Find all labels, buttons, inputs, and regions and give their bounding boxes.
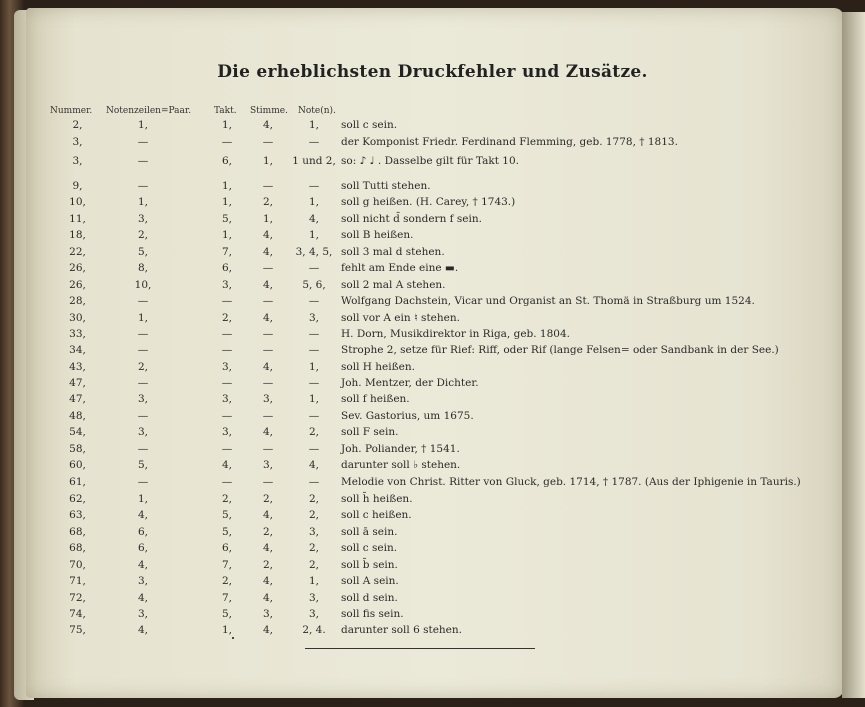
row-stimme: —	[262, 180, 274, 192]
row-notenzeilen: 1,	[137, 312, 149, 324]
row-nummer: 11,	[69, 213, 86, 225]
row-notenzeilen: —	[137, 295, 149, 307]
table-row	[0, 443, 865, 459]
row-takt: 5,	[221, 213, 233, 225]
row-takt: 1,	[221, 119, 233, 131]
row-note: 3,	[308, 608, 320, 620]
row-text: Strophe 2, setze für Rief: Riff, oder Rif (lange Felsen= oder Sandbank in der See.)	[341, 344, 779, 356]
row-takt: 4,	[221, 459, 233, 471]
row-notenzeilen: 4,	[137, 509, 149, 521]
row-takt: 3,	[221, 361, 233, 373]
row-note: —	[308, 443, 320, 455]
row-takt: —	[221, 476, 233, 488]
row-stimme: 3,	[262, 608, 274, 620]
row-takt: 7,	[221, 592, 233, 604]
row-stimme: 4,	[262, 575, 274, 587]
table-row	[0, 312, 865, 328]
row-text: so: ♪ ♩ . Dasselbe gilt für Takt 10.	[341, 155, 519, 167]
row-nummer: 22,	[69, 246, 86, 258]
header-takt: Takt.	[214, 106, 237, 116]
table-row	[0, 180, 865, 196]
row-nummer: 43,	[69, 361, 86, 373]
row-stimme: 1,	[262, 155, 274, 167]
row-stimme: 4,	[262, 509, 274, 521]
row-takt: 7,	[221, 246, 233, 258]
row-nummer: 68,	[69, 526, 86, 538]
table-row	[0, 295, 865, 311]
row-stimme: 4,	[262, 426, 274, 438]
row-text: soll F sein.	[341, 426, 399, 438]
row-stimme: 4,	[262, 592, 274, 604]
row-note: —	[308, 377, 320, 389]
row-notenzeilen: 3,	[137, 213, 149, 225]
row-note: —	[308, 136, 320, 148]
row-takt: 6,	[221, 542, 233, 554]
row-note: 1,	[308, 196, 320, 208]
row-takt: 2,	[221, 493, 233, 505]
row-notenzeilen: 3,	[137, 608, 149, 620]
row-stimme: 2,	[262, 196, 274, 208]
header-nummer: Nummer.	[50, 106, 93, 116]
closing-rule	[305, 648, 535, 649]
row-note: —	[308, 180, 320, 192]
row-notenzeilen: 4,	[137, 592, 149, 604]
row-nummer: 71,	[69, 575, 86, 587]
row-stimme: —	[262, 328, 274, 340]
row-stimme: —	[262, 344, 274, 356]
row-nummer: 2,	[72, 119, 83, 131]
row-note: 2, 4.	[302, 624, 326, 636]
table-row	[0, 213, 865, 229]
row-takt: 5,	[221, 608, 233, 620]
row-note: 1,	[308, 393, 320, 405]
row-text: soll A sein.	[341, 575, 399, 587]
row-nummer: 26,	[69, 279, 86, 291]
row-note: 5, 6,	[302, 279, 326, 291]
row-stimme: —	[262, 476, 274, 488]
row-nummer: 63,	[69, 509, 86, 521]
row-stimme: —	[262, 443, 274, 455]
row-notenzeilen: 6,	[137, 542, 149, 554]
row-note: 2,	[308, 426, 320, 438]
page-title: Die erheblichsten Druckfehler und Zusätze.	[217, 62, 648, 82]
row-notenzeilen: 2,	[137, 229, 149, 241]
row-stimme: 4,	[262, 279, 274, 291]
row-text: soll b̄ sein.	[341, 559, 398, 571]
row-note: 1,	[308, 119, 320, 131]
row-stimme: —	[262, 262, 274, 274]
row-text: soll g heißen. (H. Carey, † 1743.)	[341, 196, 516, 208]
row-text: der Komponist Friedr. Ferdinand Flemming, geb. 1778, † 1813.	[341, 136, 678, 148]
row-notenzeilen: —	[137, 155, 149, 167]
row-stimme: 4,	[262, 361, 274, 373]
row-nummer: 26,	[69, 262, 86, 274]
row-notenzeilen: 10,	[134, 279, 152, 291]
row-notenzeilen: 3,	[137, 575, 149, 587]
row-notenzeilen: 8,	[137, 262, 149, 274]
row-nummer: 72,	[69, 592, 86, 604]
row-stimme: 4,	[262, 624, 274, 636]
row-nummer: 70,	[69, 559, 86, 571]
table-row	[0, 575, 865, 591]
row-takt: —	[221, 443, 233, 455]
row-nummer: 3,	[72, 136, 83, 148]
row-text: darunter soll 6 stehen.	[341, 624, 462, 636]
row-text: Melodie von Christ. Ritter von Gluck, geb. 1714, † 1787. (Aus der Iphigenie in Tauris.)	[341, 476, 801, 488]
row-note: 3, 4, 5,	[295, 246, 333, 258]
row-note: 1,	[308, 575, 320, 587]
row-nummer: 60,	[69, 459, 86, 471]
row-takt: 1,	[221, 196, 233, 208]
table-row	[0, 196, 865, 212]
row-nummer: 10,	[69, 196, 86, 208]
row-text: Joh. Poliander, † 1541.	[341, 443, 460, 455]
ink-dot	[232, 637, 234, 639]
row-takt: —	[221, 410, 233, 422]
row-note: —	[308, 476, 320, 488]
row-takt: —	[221, 136, 233, 148]
row-text: soll 3 mal d stehen.	[341, 246, 445, 258]
row-nummer: 9,	[72, 180, 83, 192]
row-text: H. Dorn, Musikdirektor in Riga, geb. 1804.	[341, 328, 570, 340]
row-takt: —	[221, 295, 233, 307]
row-notenzeilen: —	[137, 328, 149, 340]
row-nummer: 68,	[69, 542, 86, 554]
row-stimme: 4,	[262, 229, 274, 241]
table-row	[0, 592, 865, 608]
row-text: soll H heißen.	[341, 361, 415, 373]
table-row	[0, 459, 865, 475]
row-note: 1,	[308, 229, 320, 241]
row-nummer: 54,	[69, 426, 86, 438]
row-nummer: 74,	[69, 608, 86, 620]
row-notenzeilen: —	[137, 344, 149, 356]
row-notenzeilen: 3,	[137, 393, 149, 405]
row-stimme: 4,	[262, 312, 274, 324]
row-stimme: 1,	[262, 213, 274, 225]
row-stimme: 2,	[262, 493, 274, 505]
row-nummer: 18,	[69, 229, 86, 241]
table-row	[0, 262, 865, 278]
row-takt: 2,	[221, 575, 233, 587]
row-text: soll fis sein.	[341, 608, 404, 620]
row-nummer: 62,	[69, 493, 86, 505]
row-notenzeilen: —	[137, 476, 149, 488]
row-takt: —	[221, 377, 233, 389]
row-stimme: 4,	[262, 119, 274, 131]
table-row	[0, 426, 865, 442]
row-note: —	[308, 344, 320, 356]
row-note: —	[308, 410, 320, 422]
row-takt: 3,	[221, 426, 233, 438]
table-row	[0, 410, 865, 426]
row-text: soll c sein.	[341, 119, 398, 131]
row-note: 2,	[308, 559, 320, 571]
row-notenzeilen: 5,	[137, 246, 149, 258]
row-nummer: 61,	[69, 476, 86, 488]
row-notenzeilen: —	[137, 180, 149, 192]
row-note: 1 und 2,	[292, 155, 336, 167]
table-row	[0, 229, 865, 245]
row-nummer: 34,	[69, 344, 86, 356]
row-nummer: 28,	[69, 295, 86, 307]
row-takt: 5,	[221, 509, 233, 521]
table-row	[0, 476, 865, 492]
row-takt: 5,	[221, 526, 233, 538]
row-notenzeilen: —	[137, 136, 149, 148]
row-nummer: 47,	[69, 377, 86, 389]
table-row	[0, 377, 865, 393]
row-notenzeilen: 4,	[137, 559, 149, 571]
row-text: soll f heißen.	[341, 393, 410, 405]
row-text: Joh. Mentzer, der Dichter.	[341, 377, 479, 389]
table-row	[0, 509, 865, 525]
row-notenzeilen: 1,	[137, 493, 149, 505]
header-notenzeilen: Notenzeilen=Paar.	[106, 106, 192, 116]
row-notenzeilen: 6,	[137, 526, 149, 538]
row-text: soll B heißen.	[341, 229, 414, 241]
row-note: 4,	[308, 459, 320, 471]
row-text: soll c heißen.	[341, 509, 412, 521]
row-takt: 1,	[221, 229, 233, 241]
row-takt: 3,	[221, 393, 233, 405]
row-takt: —	[221, 328, 233, 340]
row-takt: 2,	[221, 312, 233, 324]
table-row	[0, 279, 865, 295]
row-text: fehlt am Ende eine ▬.	[341, 262, 459, 274]
row-text: soll ā sein.	[341, 526, 398, 538]
table-row	[0, 493, 865, 509]
table-row	[0, 136, 865, 152]
row-notenzeilen: —	[137, 377, 149, 389]
row-notenzeilen: 3,	[137, 426, 149, 438]
row-stimme: 3,	[262, 393, 274, 405]
row-notenzeilen: 4,	[137, 624, 149, 636]
row-stimme: —	[262, 377, 274, 389]
row-takt: 6,	[221, 262, 233, 274]
row-text: darunter soll ♭ stehen.	[341, 459, 461, 471]
table-row	[0, 559, 865, 575]
table-row	[0, 155, 865, 171]
row-nummer: 47,	[69, 393, 86, 405]
row-text: soll nicht d̄ sondern f sein.	[341, 213, 482, 225]
row-notenzeilen: 1,	[137, 196, 149, 208]
table-row	[0, 119, 865, 135]
row-text: Sev. Gastorius, um 1675.	[341, 410, 474, 422]
header-stimme: Stimme.	[250, 106, 288, 116]
row-note: 2,	[308, 509, 320, 521]
row-note: 2,	[308, 542, 320, 554]
row-note: 3,	[308, 312, 320, 324]
row-takt: 1,	[221, 180, 233, 192]
row-note: —	[308, 328, 320, 340]
row-note: —	[308, 295, 320, 307]
row-takt: 3,	[221, 279, 233, 291]
row-takt: 6,	[221, 155, 233, 167]
row-nummer: 48,	[69, 410, 86, 422]
row-nummer: 75,	[69, 624, 86, 636]
row-takt: 7,	[221, 559, 233, 571]
row-nummer: 30,	[69, 312, 86, 324]
row-text: soll d sein.	[341, 592, 398, 604]
row-stimme: 2,	[262, 559, 274, 571]
table-row	[0, 361, 865, 377]
row-stimme: —	[262, 136, 274, 148]
row-notenzeilen: 5,	[137, 459, 149, 471]
row-note: 4,	[308, 213, 320, 225]
table-row	[0, 526, 865, 542]
row-note: 1,	[308, 361, 320, 373]
row-note: 3,	[308, 592, 320, 604]
row-stimme: 3,	[262, 459, 274, 471]
row-stimme: 4,	[262, 542, 274, 554]
table-row	[0, 624, 865, 640]
row-notenzeilen: 1,	[137, 119, 149, 131]
table-row	[0, 393, 865, 409]
row-text: soll h̄ heißen.	[341, 493, 413, 505]
row-text: soll c sein.	[341, 542, 398, 554]
row-stimme: 4,	[262, 246, 274, 258]
row-stimme: 2,	[262, 526, 274, 538]
row-text: Wolfgang Dachstein, Vicar und Organist an St. Thomä in Straßburg um 1524.	[341, 295, 755, 307]
table-row	[0, 328, 865, 344]
table-row	[0, 344, 865, 360]
row-notenzeilen: 2,	[137, 361, 149, 373]
row-notenzeilen: —	[137, 410, 149, 422]
row-text: soll Tutti stehen.	[341, 180, 431, 192]
table-row	[0, 608, 865, 624]
row-takt: 1,	[221, 624, 233, 636]
row-nummer: 58,	[69, 443, 86, 455]
row-nummer: 33,	[69, 328, 86, 340]
table-row	[0, 246, 865, 262]
row-stimme: —	[262, 410, 274, 422]
header-note: Note(n).	[298, 106, 336, 116]
row-nummer: 3,	[72, 155, 83, 167]
row-note: 2,	[308, 493, 320, 505]
table-row	[0, 542, 865, 558]
row-takt: —	[221, 344, 233, 356]
row-stimme: —	[262, 295, 274, 307]
row-text: soll 2 mal A stehen.	[341, 279, 446, 291]
row-note: 3,	[308, 526, 320, 538]
row-text: soll vor A ein ♮ stehen.	[341, 312, 460, 324]
row-notenzeilen: —	[137, 443, 149, 455]
row-note: —	[308, 262, 320, 274]
